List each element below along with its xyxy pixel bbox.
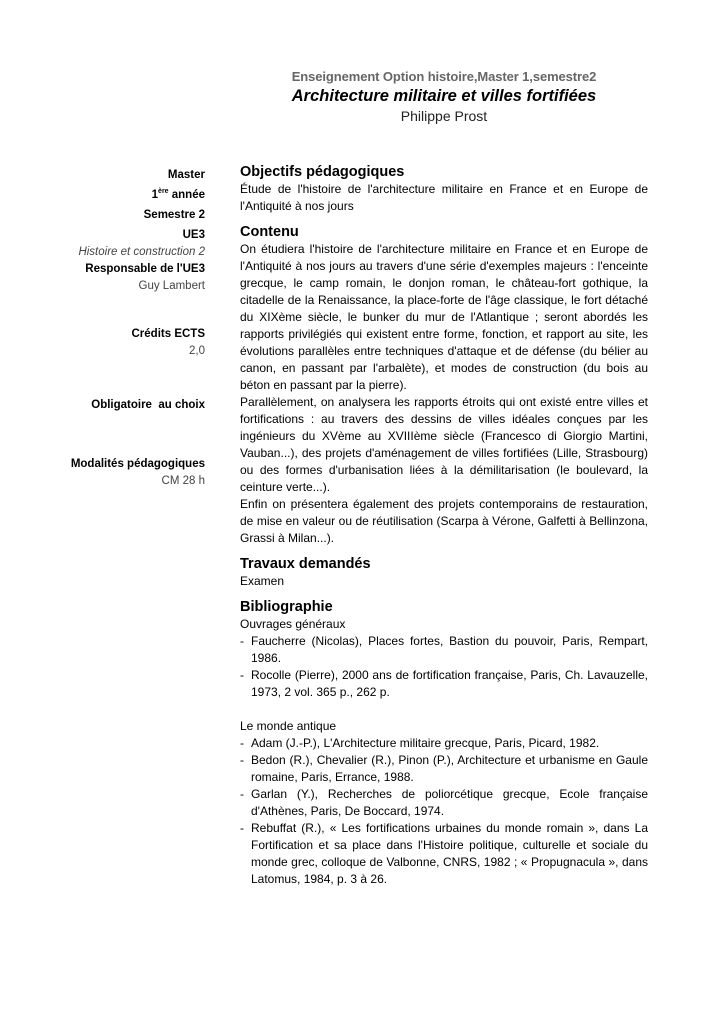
document-header (240, 68, 648, 126)
responsable-label: Responsable de l'UE3 (85, 263, 205, 275)
biblio-item: - Garlan (Y.), Recherches de poliorcétique grecque, Ecole française d'Athènes, Paris, De Boccard, 1974. (240, 786, 648, 820)
biblio-group-title: Le monde antique (240, 719, 337, 733)
course-title: Architecture militaire et villes fortifiées (291, 87, 597, 105)
biblio-item: - Bedon (R.), Chevalier (R.), Pinon (P.), Architecture et urbanisme en Gaule romaine, Paris, Errance, 1988. (240, 752, 648, 786)
course-author: Philippe Prost (400, 108, 488, 124)
main-content (240, 163, 648, 896)
course-line: Enseignement Option histoire,Master 1,semestre2 (291, 69, 597, 84)
section-travaux (240, 555, 648, 590)
biblio-item: - Rebuffat (R.), « Les fortifications urbaines du monde romain », dans La Fortification et sa place dans l'Histoire politique, culturelle et sociale du monde grec, colloque de Valbonne, CNRS, 1982 ; « Propugnacula », dans Latomus, 1984, p. 3 à 26. (240, 820, 648, 888)
sidebar-mandatory (35, 397, 205, 414)
ue-name: Histoire et construction 2 (78, 246, 205, 258)
contenu-heading: Contenu (240, 224, 299, 240)
year-word: année (168, 189, 205, 201)
biblio-item: - Rocolle (Pierre), 2000 ans de fortification française, Paris, Ch. Lavauzelle, 1973, 2 vol. 365 p., 262 p. (240, 667, 648, 701)
travaux-heading: Travaux demandés (240, 556, 371, 572)
mandatory-label: Obligatoire au choix (91, 399, 205, 411)
sidebar-ects (35, 326, 205, 360)
level-label: Master (167, 169, 205, 181)
biblio-item: - Faucherre (Nicolas), Places fortes, Bastion du pouvoir, Paris, Rempart, 1986. (240, 633, 648, 667)
responsable-name: Guy Lambert (138, 280, 205, 292)
year-label (35, 187, 205, 204)
ue-code: UE3 (182, 229, 205, 241)
contenu-paragraph: Parallèlement, on analysera les rapports étroits qui ont existé entre villes et fortifications : au travers des dessins de villes idéales conçues par les ingénieurs du XVème au XVIIIème siècle (Francesco di Giorgio Martini, Vauban...), des projets d'aménagement de villes fortifiées (Lille, Strasbourg) ou des formes d'urbanisation liées à la démilitarisation (le boulevard, la ceinture verte...). (240, 395, 648, 494)
modalites-label: Modalités pédagogiques (70, 458, 205, 470)
sidebar-modalites (35, 456, 205, 490)
modalites-value: CM 28 h (161, 475, 205, 487)
contenu-paragraph: On étudiera l'histoire de l'architecture militaire en France et en Europe de l'Antiquité à nos jours au travers d'une série d'exemples majeurs : l'enceinte grecque, le camp romain, le donjon roman, le château-fort gothique, la citadelle de la Renaissance, la place-forte de l'âge classique, le fort détaché du XIXème siècle, le bunker du mur de l'Atlantique ; seront abordés les rapports privilégiés qui existent entre forme, fonction, et rapport au site, les évolutions parallèles entre techniques d'attaque et de défense (du bélier au canon, en passant par l'arbalète), et modes de construction (du bois au béton en passant par la pierre). (240, 242, 648, 392)
biblio-item: - Adam (J.-P.), L'Architecture militaire grecque, Paris, Picard, 1982. (240, 735, 648, 752)
semester-label: Semestre 2 (143, 209, 205, 221)
bibliographie-heading: Bibliographie (240, 599, 333, 615)
objectifs-heading: Objectifs pédagogiques (240, 164, 405, 180)
travaux-text: Examen (240, 574, 285, 588)
biblio-list-antique (240, 735, 648, 888)
year-number: 1 (151, 189, 159, 201)
section-objectifs (240, 163, 648, 215)
year-superscript: ère (158, 188, 169, 196)
contenu-paragraph: Enfin on présentera également des projets contemporains de restauration, de mise en valeur ou de réutilisation (Scarpa à Vérone, Galfetti à Bellinzona, Grassi à Milan...). (240, 497, 648, 545)
section-bibliographie (240, 598, 648, 888)
section-contenu (240, 223, 648, 547)
biblio-group-title: Ouvrages généraux (240, 617, 346, 631)
sidebar-level (35, 167, 205, 295)
objectifs-text: Étude de l'histoire de l'architecture militaire en France et en Europe de l'Antiquité à nos jours (240, 182, 648, 213)
ects-label: Crédits ECTS (131, 328, 205, 340)
biblio-list-general (240, 633, 648, 701)
ects-value: 2,0 (189, 345, 205, 357)
